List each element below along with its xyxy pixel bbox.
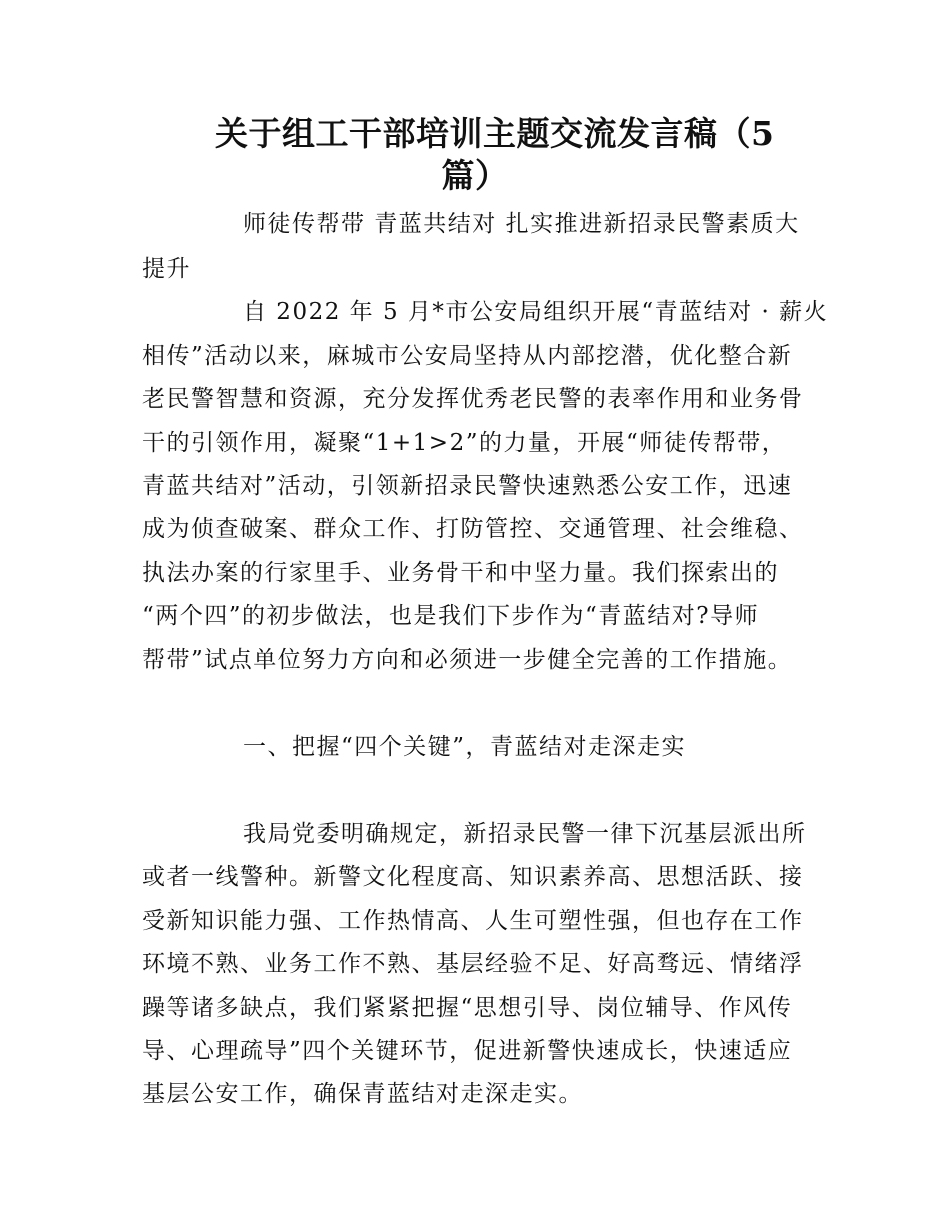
paragraph-1-line: 自 2022 年 5 月*市公安局组织开展“青蓝结对 · 薪火: [243, 299, 829, 325]
paragraph-1-line: 执法办案的行家里手、业务骨干和中坚力量。我们探索出的: [142, 560, 779, 586]
paragraph-1-line: 成为侦查破案、群众工作、打防管控、交通管理、社会维稳、: [142, 516, 804, 542]
paragraph-1-line: 帮带”试点单位努力方向和必须进一步健全完善的工作措施。: [142, 647, 793, 673]
paragraph-2-line: 受新知识能力强、工作热情高、人生可塑性强，但也存在工作: [142, 908, 804, 934]
section-heading: 一、把握“四个关键”，青蓝结对走深走实: [243, 734, 687, 760]
paragraph-2-line: 或者一线警种。新警文化程度高、知识素养高、思想活跃、接: [142, 864, 804, 890]
document-title-line-1: 关于组工干部培训主题交流发言稿（5: [215, 114, 775, 153]
paragraph-1-line: 干的引领作用，凝聚“1+1>2”的力量，开展“师徒传帮带，: [142, 430, 787, 456]
paragraph-2-line: 环境不熟、业务工作不熟、基层经验不足、好高骛远、情绪浮: [142, 951, 804, 977]
paragraph-1-line: 青蓝共结对”活动，引领新招录民警快速熟悉公安工作，迅速: [142, 473, 793, 499]
document-title-line-2: 篇）: [441, 156, 509, 195]
paragraph-2-line: 基层公安工作，确保青蓝结对走深走实。: [142, 1081, 583, 1107]
paragraph-2-line: 我局党委明确规定，新招录民警一律下沉基层派出所: [243, 821, 807, 847]
subtitle-line: 提升: [142, 256, 191, 282]
paragraph-2-line: 躁等诸多缺点，我们紧紧把握“思想引导、岗位辅导、作风传: [142, 995, 793, 1021]
paragraph-1-line: 相传”活动以来，麻城市公安局坚持从内部挖潜，优化整合新: [142, 343, 793, 369]
paragraph-2-line: 导、心理疏导”四个关键环节，促进新警快速成长，快速适应: [142, 1038, 793, 1064]
paragraph-1-line: “两个四”的初步做法，也是我们下步作为“青蓝结对?导师: [142, 603, 760, 629]
subtitle-line: 师徒传帮带 青蓝共结对 扎实推进新招录民警素质大: [243, 211, 800, 237]
paragraph-1-line: 老民警智慧和资源，充分发挥优秀老民警的表率作用和业务骨: [142, 386, 804, 412]
